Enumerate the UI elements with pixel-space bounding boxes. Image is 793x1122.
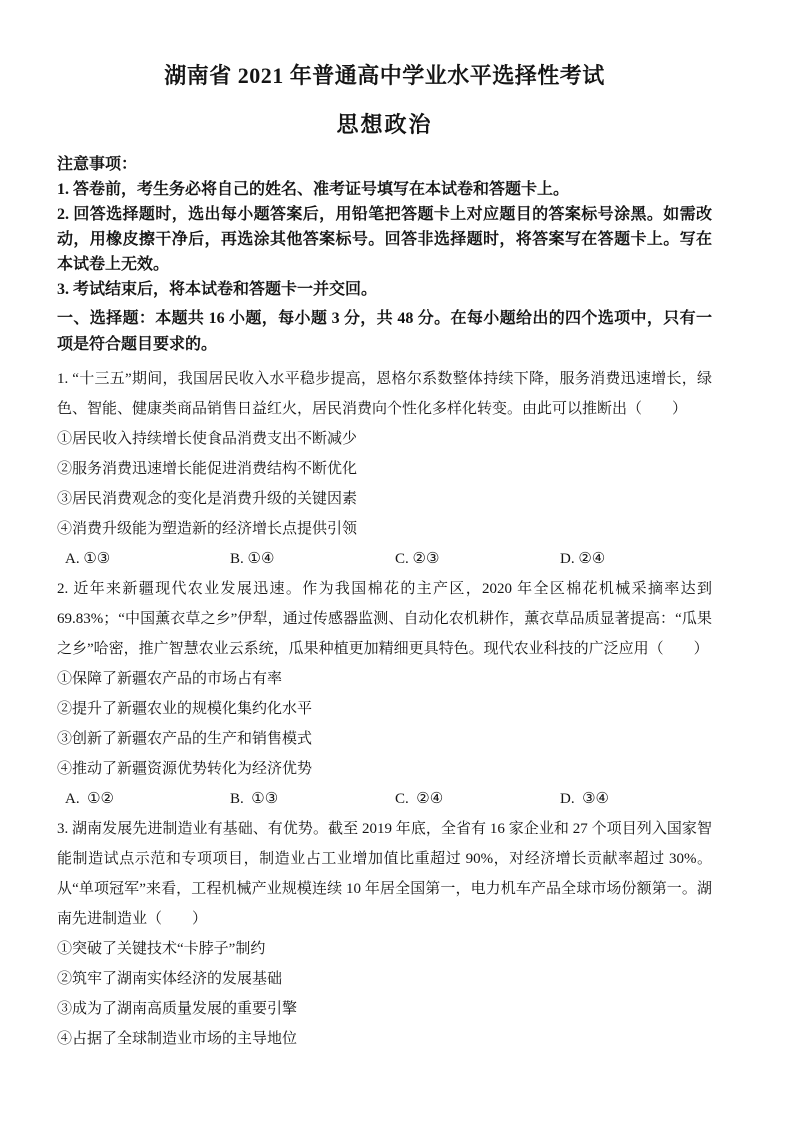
question-3-option: ④占据了全球制造业市场的主导地位 <box>57 1030 298 1047</box>
question-3-option: ③成为了湖南高质量发展的重要引擎 <box>57 1000 298 1017</box>
question-2-option: ①保障了新疆农产品的市场占有率 <box>57 670 283 687</box>
section-heading: 一、选择题：本题共 16 小题，每小题 3 分，共 48 分。在每小题给出的四个选项中，只有一项是符合题目要求的。 <box>57 309 712 353</box>
question-1-choice-c: C. ②③ <box>395 550 440 567</box>
exam-subject: 思想政治 <box>336 111 433 137</box>
question-2-choices-row <box>57 784 712 814</box>
question-1-option: ①居民收入持续增长使食品消费支出不断减少 <box>57 430 358 447</box>
question-3-option: ②筑牢了湖南实体经济的发展基础 <box>57 970 283 987</box>
question-3-stem: 3. 湖南发展先进制造业有基础、有优势。截至 2019 年底，全省有 16 家企业和 27 个项目列入国家智能制造试点示范和专项项目，制造业占工业增加值比重超过 90%，对经济增长贡献率超过 30%。从“单项冠军”来看，工程机械产业规模连续 10 年居全国第一，电力机车产品全球市场份额第一。湖南先进制造业（ ） <box>57 820 712 927</box>
question-2-choice-a: A. ①② <box>65 790 114 807</box>
question-2-choice-c: C. ②④ <box>395 790 444 807</box>
question-1-option: ④消费升级能为塑造新的经济增长点提供引领 <box>57 520 358 537</box>
notice-item: 2. 回答选择题时，选出每小题答案后，用铅笔把答题卡上对应题目的答案标号涂黑。如需改动，用橡皮擦干净后，再选涂其他答案标号。回答非选择题时，将答案写在答题卡上。写在本试卷上无效。 <box>57 205 712 273</box>
question-1-choice-d: D. ②④ <box>560 550 606 567</box>
question-2-stem: 2. 近年来新疆现代农业发展迅速。作为我国棉花的主产区，2020 年全区棉花机械采摘率达到 69.83%；“中国薰衣草之乡”伊犁，通过传感器监测、自动化农机耕作，薰衣草品质显著提高：“瓜果之乡”哈密，推广智慧农业云系统，瓜果种植更加精细更具特色。现代农业科技的广泛应用（ ） <box>57 580 712 657</box>
question-2-choice-d: D. ③④ <box>560 790 609 807</box>
question-1-choices-row <box>57 544 712 574</box>
question-2-option: ④推动了新疆资源优势转化为经济优势 <box>57 760 313 777</box>
notice-section <box>57 152 712 302</box>
notice-heading: 注意事项： <box>57 155 138 173</box>
questions-area <box>57 364 712 1054</box>
question-3-option: ①突破了关键技术“卡脖子”制约 <box>57 940 266 957</box>
question-1-stem: 1. “十三五”期间，我国居民收入水平稳步提高，恩格尔系数整体持续下降，服务消费迅速增长，绿色、智能、健康类商品销售日益红火，居民消费向个性化多样化转变。由此可以推断出（ ） <box>57 370 712 417</box>
question-1-option: ③居民消费观念的变化是消费升级的关键因素 <box>57 490 358 507</box>
notice-item: 1. 答卷前，考生务必将自己的姓名、准考证号填写在本试卷和答题卡上。 <box>57 180 570 198</box>
question-1-choice-a: A. ①③ <box>65 550 111 567</box>
question-2-option: ③创新了新疆农产品的生产和销售模式 <box>57 730 313 747</box>
question-2-option: ②提升了新疆农业的规模化集约化水平 <box>57 700 313 717</box>
question-1-choice-b: B. ①④ <box>230 550 275 567</box>
notice-item: 3. 考试结束后，将本试卷和答题卡一并交回。 <box>57 280 378 298</box>
exam-title: 湖南省 2021 年普通高中学业水平选择性考试 <box>164 63 605 88</box>
question-1-option: ②服务消费迅速增长能促进消费结构不断优化 <box>57 460 358 477</box>
question-2-choice-b: B. ①③ <box>230 790 279 807</box>
